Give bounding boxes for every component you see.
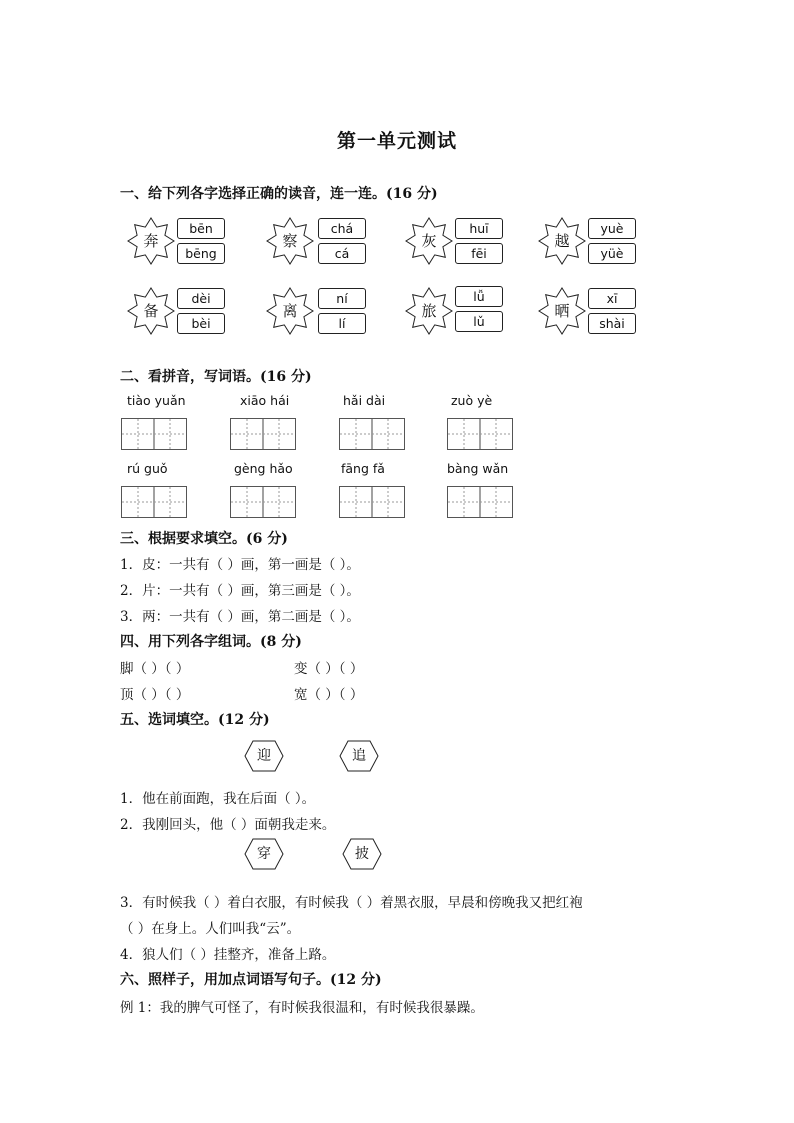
pinyin-option[interactable]: dèi [177,288,225,309]
section-heading-1: 一、给下列各字选择正确的读音，连一连。(16 分) [120,186,438,202]
grid-guides [340,419,404,449]
section-heading-2: 二、看拼音，写词语。(16 分) [120,369,312,385]
pinyin-option[interactable]: xī [588,288,636,309]
word-choice-pi [342,838,382,870]
hanzi-star-2 [266,217,314,265]
hanzi-star-5 [127,287,175,335]
writing-grid[interactable] [447,486,513,518]
pinyin-prompt: hǎi dài [343,393,386,408]
pinyin-option[interactable]: yuè [588,218,636,239]
writing-grid[interactable] [339,418,405,450]
hanzi-star-6 [266,287,314,335]
hanzi-char: 越 [554,232,570,250]
pinyin-option[interactable]: chá [318,218,366,239]
pinyin-option[interactable]: lí [318,313,366,334]
section-heading-4: 四、用下列各字组词。(8 分) [120,634,302,650]
word-choice-ying [244,740,284,772]
hanzi-char: 晒 [554,302,570,320]
q3-line-1: 1．皮：一共有（ ）画，第一画是（ ）。 [120,557,360,573]
section-heading-3: 三、根据要求填空。(6 分) [120,531,288,547]
q4-word-ding: 顶（ ）（ ） [120,687,190,703]
hanzi-char: 离 [282,302,298,320]
q3-line-3: 3．两：一共有（ ）画，第二画是（ ）。 [120,609,360,625]
pinyin-prompt: xiāo hái [240,393,290,408]
hanzi-char: 旅 [421,302,437,320]
writing-grid[interactable] [447,418,513,450]
word-choice-label: 穿 [257,846,271,862]
word-choice-chuan [244,838,284,870]
hanzi-star-1 [127,217,175,265]
grid-guides [231,487,295,517]
pinyin-prompt: tiào yuǎn [127,393,186,408]
grid-guides [122,487,186,517]
pinyin-option[interactable]: ní [318,288,366,309]
pinyin-option[interactable]: yüè [588,243,636,264]
word-choice-zhui [339,740,379,772]
word-choice-label: 披 [355,846,369,862]
q4-word-kuan: 宽（ ）（ ） [294,687,364,703]
grid-guides [448,487,512,517]
writing-grid[interactable] [339,486,405,518]
writing-grid[interactable] [121,418,187,450]
hanzi-char: 奔 [143,232,159,250]
q5-line-2: 2．我刚回头，他（ ）面朝我走来。 [120,817,336,833]
writing-grid[interactable] [121,486,187,518]
pinyin-prompt: rú guǒ [127,461,168,476]
section-heading-6: 六、照样子，用加点词语写句子。(12 分) [120,972,382,988]
page-title: 第一单元测试 [336,130,457,152]
hanzi-star-4 [538,217,586,265]
hanzi-star-8 [538,287,586,335]
writing-grid[interactable] [230,418,296,450]
hanzi-char: 察 [282,232,298,250]
grid-guides [231,419,295,449]
hanzi-char: 灰 [421,232,437,250]
grid-guides [340,487,404,517]
q5-line-4: 4．狼人们（ ）挂整齐，准备上路。 [120,947,336,963]
grid-guides [122,419,186,449]
q5-line-3b: （ ）在身上。人们叫我“云”。 [120,921,301,937]
q5-line-3a: 3．有时候我（ ）着白衣服，有时候我（ ）着黑衣服，早晨和傍晚我又把红袍 [120,895,583,911]
pinyin-prompt: zuò yè [451,393,493,408]
word-choice-label: 迎 [257,748,271,764]
q6-example-1: 例 1：我的脾气可怪了，有时候我很温和，有时候我很暴躁。 [120,1000,484,1016]
writing-grid[interactable] [230,486,296,518]
pinyin-option[interactable]: lǚ [455,286,503,307]
pinyin-option[interactable]: bèi [177,313,225,334]
pinyin-option[interactable]: shài [588,313,636,334]
hanzi-star-7 [405,287,453,335]
pinyin-option[interactable]: bēng [177,243,225,264]
hanzi-char: 备 [143,302,159,320]
pinyin-option[interactable]: fēi [455,243,503,264]
q5-line-1: 1．他在前面跑，我在后面（ ）。 [120,791,316,807]
pinyin-prompt: gèng hǎo [234,461,293,476]
q4-word-bian: 变（ ）（ ） [294,661,364,677]
pinyin-prompt: fāng fǎ [341,461,385,476]
section-heading-5: 五、选词填空。(12 分) [120,712,270,728]
pinyin-prompt: bàng wǎn [447,461,509,476]
hanzi-star-3 [405,217,453,265]
q3-line-2: 2．片：一共有（ ）画，第三画是（ ）。 [120,583,360,599]
pinyin-option[interactable]: bēn [177,218,225,239]
word-choice-label: 追 [352,748,366,764]
pinyin-option[interactable]: huī [455,218,503,239]
pinyin-option[interactable]: cá [318,243,366,264]
grid-guides [448,419,512,449]
pinyin-option[interactable]: lǔ [455,311,503,332]
q4-word-jiao: 脚（ ）（ ） [120,661,190,677]
